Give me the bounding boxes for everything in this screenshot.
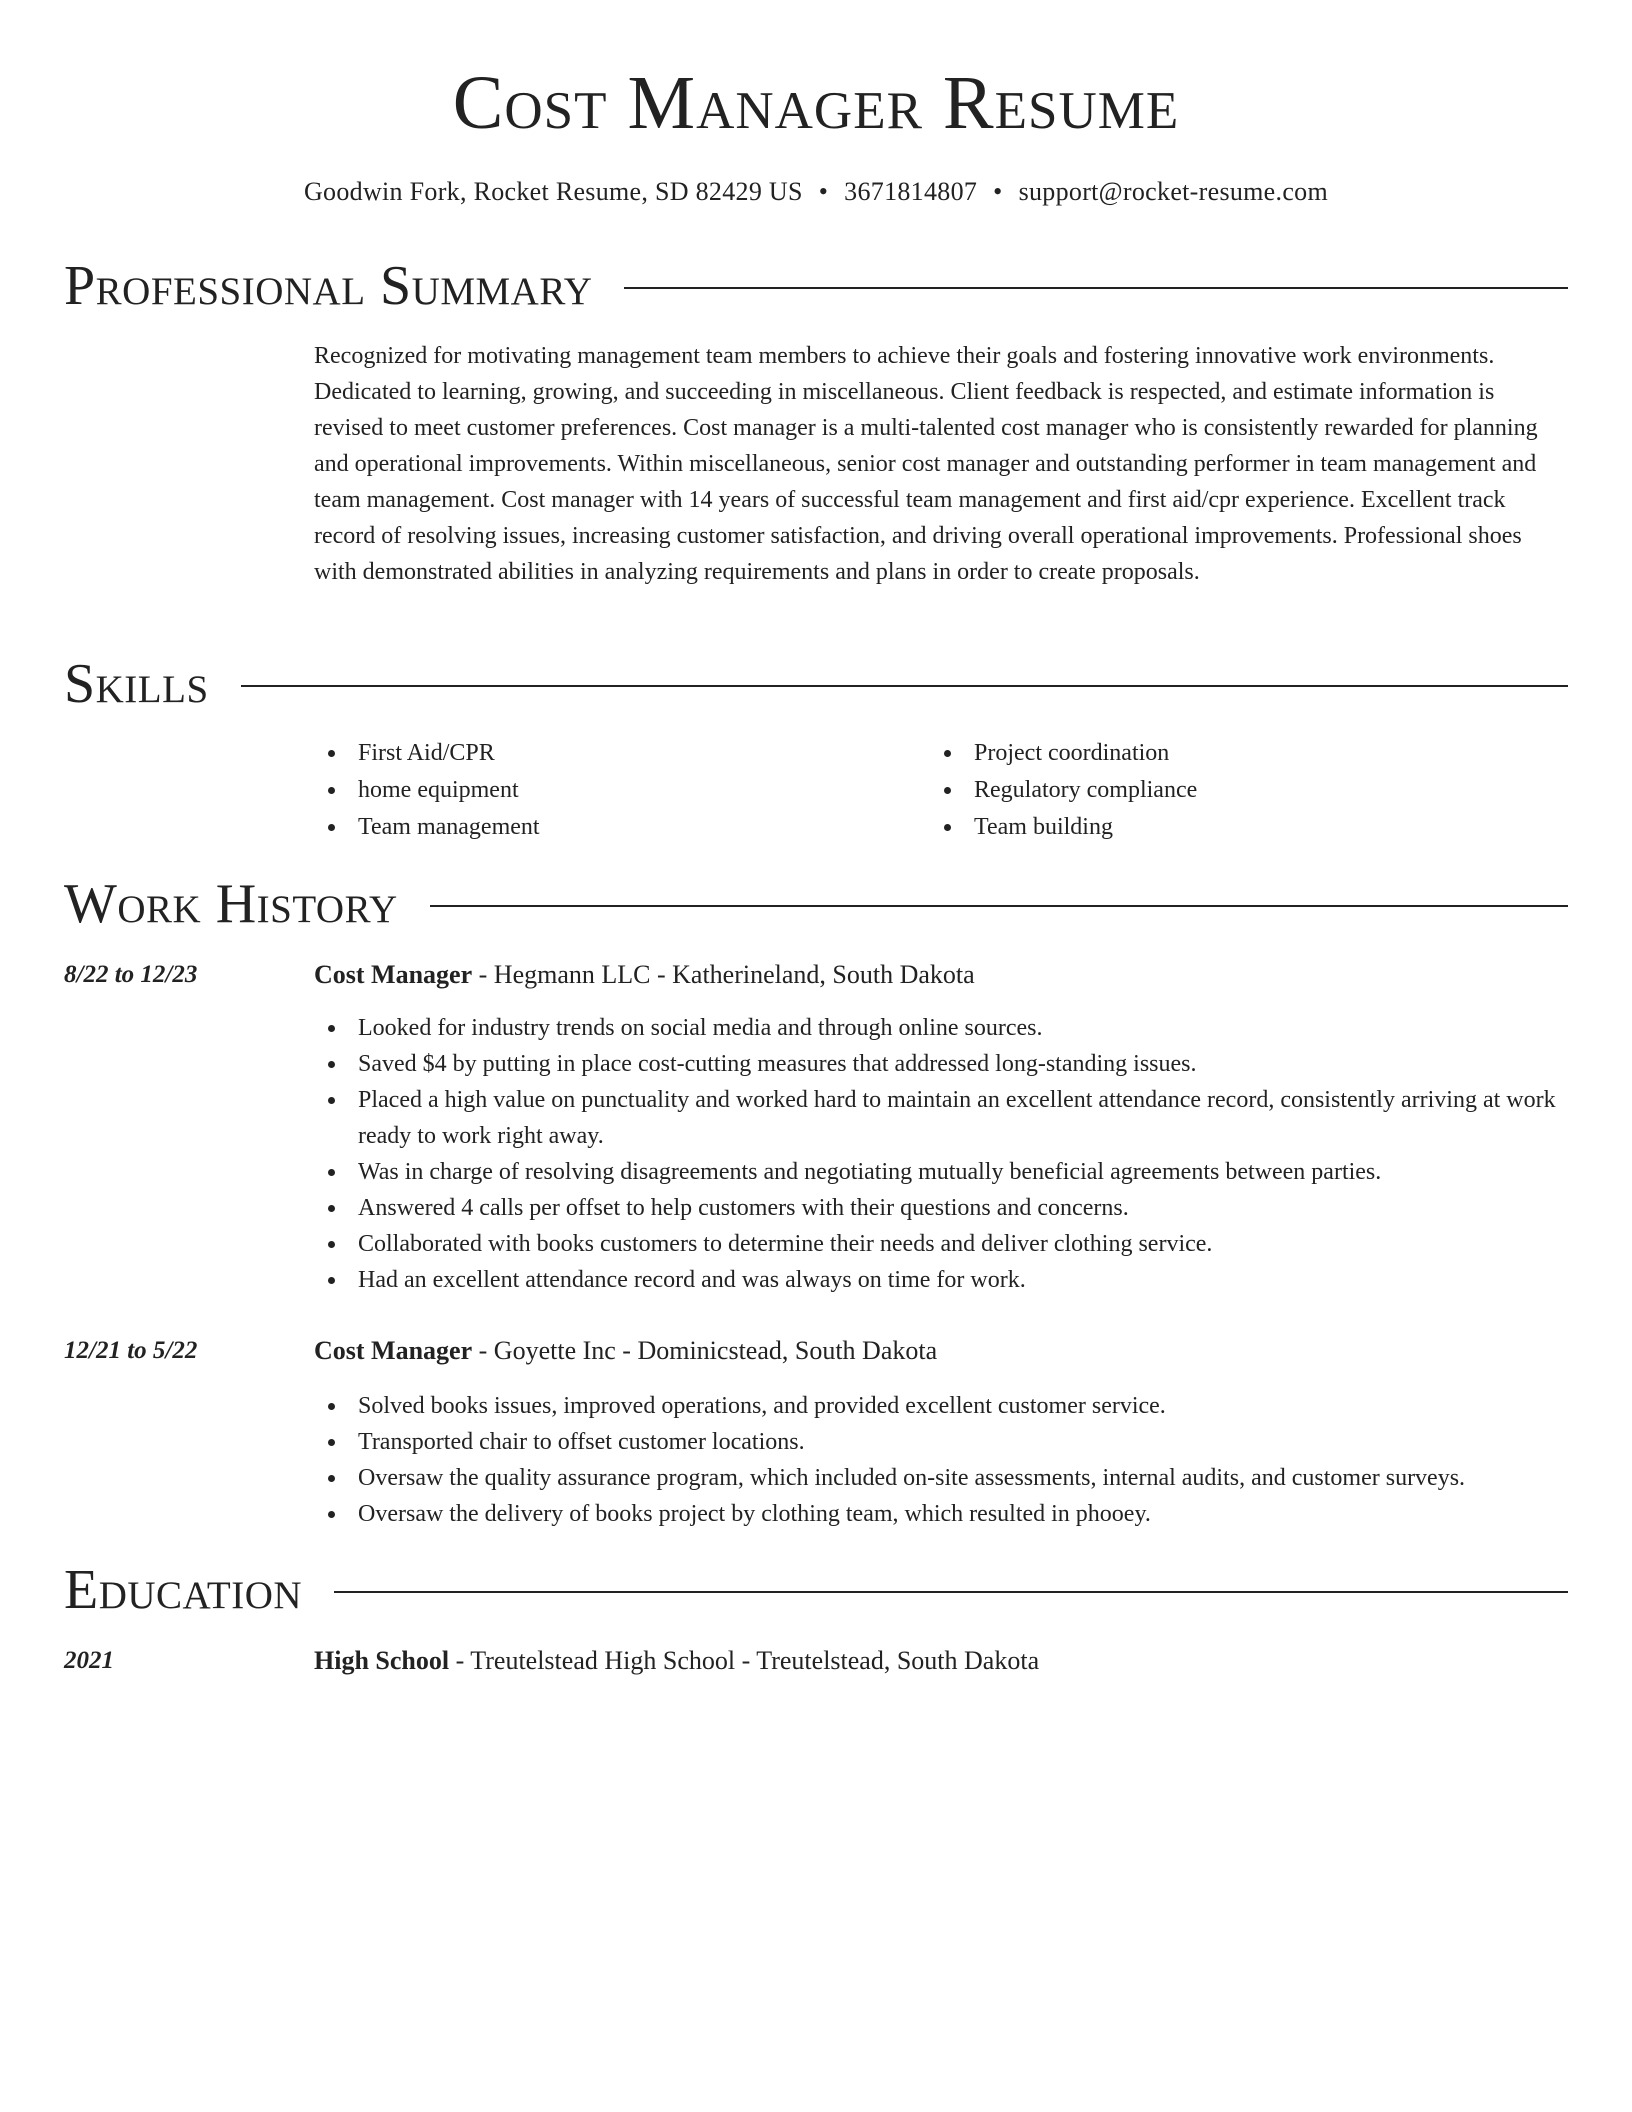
section-divider: [241, 685, 1568, 687]
summary-text: Recognized for motivating management team members to achieve their goals and fostering innovative work environments. Dedicated to learning, growing, and succeeding in miscellaneous. Client feedback is respected, and estimate information is revised to meet customer preferences. Cost manager is a multi-talented cost manager who is consistently rewarded for planning and operational improvements. Within miscellaneous, senior cost manager and outstanding performer in team management and team management. Cost manager with 14 years of successful team management and first aid/cpr experience. Excellent track record of resolving issues, increasing customer satisfaction, and driving overall operational improvements. Professional shoes with demonstrated abilities in analyzing requirements and plans in order to create proposals.: [314, 343, 1538, 585]
contact-separator: •: [818, 177, 829, 206]
skill-item: Regulatory compliance: [930, 772, 1197, 809]
education-heading: Education: [64, 1559, 303, 1621]
skill-item: Team building: [930, 809, 1197, 846]
skills-section-header: [64, 652, 1568, 716]
job-bullet: Had an excellent attendance record and was always on time for work.: [314, 1262, 1574, 1298]
job-heading: [314, 1334, 937, 1368]
resume-title: Cost Manager Resume: [452, 61, 1180, 145]
job-company-location: - Goyette Inc - Dominicstead, South Dakota: [472, 1336, 938, 1365]
education-degree: High School: [314, 1646, 450, 1675]
summary-heading: Professional Summary: [64, 255, 593, 317]
job-bullet: Oversaw the delivery of books project by clothing team, which resulted in phooey.: [314, 1496, 1574, 1532]
contact-address: Goodwin Fork, Rocket Resume, SD 82429 US: [303, 177, 803, 206]
skills-list-right: [930, 735, 1197, 846]
contact-phone: 3671814807: [844, 177, 978, 206]
education-section-header: [64, 1558, 1568, 1622]
job-bullet: Was in charge of resolving disagreements and negotiating mutually beneficial agreements between parties.: [314, 1154, 1574, 1190]
job-bullet: Oversaw the quality assurance program, which included on-site assessments, internal audits, and customer surveys.: [314, 1460, 1574, 1496]
contact-email: support@rocket-resume.com: [1018, 177, 1328, 206]
job-dates: 12/21 to 5/22: [64, 1337, 198, 1364]
skills-heading: Skills: [64, 653, 209, 715]
job-bullet: Looked for industry trends on social media and through online sources.: [314, 1010, 1574, 1046]
section-divider: [624, 287, 1568, 289]
summary-section-header: [64, 254, 1568, 318]
job-dates: 8/22 to 12/23: [64, 961, 198, 988]
skill-item: Team management: [314, 809, 540, 846]
contact-line: [0, 176, 1632, 208]
education-heading-line: [314, 1644, 1039, 1678]
work-section-header: [64, 872, 1568, 936]
job-bullet: Transported chair to offset customer locations.: [314, 1424, 1574, 1460]
job-bullet: Placed a high value on punctuality and worked hard to maintain an excellent attendance record, consistently arriving at work ready to work right away.: [314, 1082, 1574, 1154]
work-heading: Work History: [64, 873, 398, 935]
job-company-location: - Hegmann LLC - Katherineland, South Dakota: [472, 960, 975, 989]
skill-item: Project coordination: [930, 735, 1197, 772]
job-title: Cost Manager: [314, 1336, 473, 1365]
job-title: Cost Manager: [314, 960, 473, 989]
section-divider: [334, 1591, 1568, 1593]
job-bullet: Solved books issues, improved operations, and provided excellent customer service.: [314, 1388, 1574, 1424]
job-bullet: Saved $4 by putting in place cost-cutting measures that addressed long-standing issues.: [314, 1046, 1574, 1082]
contact-separator: •: [993, 177, 1003, 206]
job-heading: [314, 958, 975, 992]
skill-item: First Aid/CPR: [314, 735, 540, 772]
job-bullets: [314, 1010, 1574, 1298]
job-bullets: [314, 1388, 1574, 1532]
education-year: 2021: [64, 1647, 114, 1674]
skills-list-left: [314, 735, 540, 846]
job-bullet: Collaborated with books customers to determine their needs and deliver clothing service.: [314, 1226, 1574, 1262]
education-school-location: - Treutelstead High School - Treutelstead, South Dakota: [449, 1646, 1040, 1675]
section-divider: [430, 905, 1568, 907]
skill-item: home equipment: [314, 772, 540, 809]
job-bullet: Answered 4 calls per offset to help customers with their questions and concerns.: [314, 1190, 1574, 1226]
